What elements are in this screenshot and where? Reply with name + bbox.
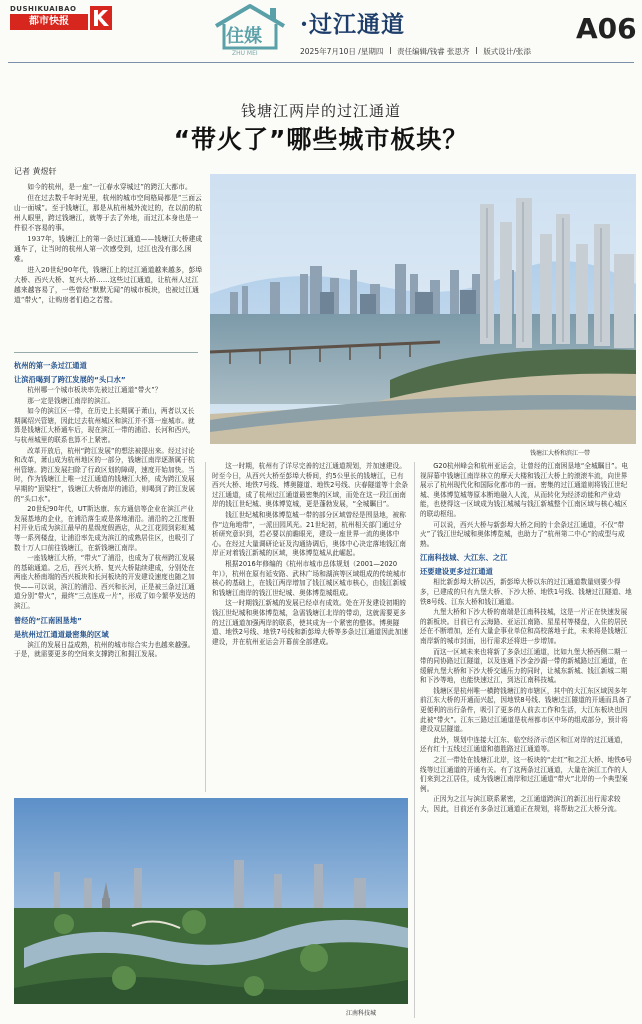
paragraph: 这一时期，杭州有了详尽完善的过江通道规划，并加速建设。时至今日，从西兴大桥至彭埠大桥间，约5公里长的钱塘江，已有西兴大桥、地铁7号线、博奥隧道、地铁2号线、庆春隧道等十余条过江通道，成了杭州过江通道最密集的区域，而处在这一段江面南岸的钱江世纪城、奥体博览城，更是蓬勃发展，“全城瞩目”。 [212,462,408,509]
issue-date: 2025年7月10日 /星期四 [300,47,384,56]
paragraph: 如今的杭州，是一座“一江春水穿城过”的跨江大都市。 [27,183,192,191]
brand-name: 都市快报 [10,14,88,30]
tech-city-photo [14,798,408,1004]
paragraph: 钱塘区是杭州唯一横跨钱塘江的市辖区，其中的大江东区域因多年前江东大桥的开通而兴起，因地铁8号线、钱塘过江隧道的开通而具备了更便利的出行条件，吸引了更多的人前去工作和生活，大江东板块也因此被“带火”。江东三路过江通道是杭州都市区中环的组成部分，预计将建设双层隧道。 [420,686,632,734]
article-headline: “带火了”哪些城市板块？ [173,125,469,154]
paragraph: 可以说，西兴大桥与新彭埠大桥之间的十余条过江通道，不仅“带火”了钱江世纪城和奥体博览城，也助力了“杭州第二中心”的成型与成熟。 [420,520,625,548]
paragraph: G20杭州峰会和杭州亚运会，让曾经的江南困垦地“全城瞩目”。电视屏幕中钱塘江南岸林立的摩天大楼和钱江大桥上的滚滚车流，向世界展示了杭州现代化和国际化都市的一面。密集的过江通道则将钱江世纪城、奥体博览城等原本断地融入人流，从而转化为经济动能和产业动能，也使得这一区域成为钱江城城与钱江新城整个江南区域与核心城区的联动枢纽。 [420,462,629,518]
issue-line [300,46,531,57]
paragraph: 改革开放后，杭州“跨江发展”的想法被提出来。经过讨论和改革，萧山成为杭州地区的一部分，钱塘江南岸逐渐属于杭州管辖。跨江发展扫除了行政区划的障碍，速度开始加快。当时，作为钱塘江上唯一过江通道的钱塘江大桥，成为跨江发展早期的“顶梁柱”，钱塘江大桥南岸的浦沿，则喝到了跨江发展的“头口水”。 [14,446,196,503]
subheading: 还要建设更多过江通道 [420,567,493,577]
paragraph: 而这一区域未来也将新了多条过江通道，比如九堡大桥西侧二期一带的同协路过江隧道，以及连通下沙金沙湖一带的新城路过江通道，在缓解九堡大桥和下沙大桥交通压力的同时，让城东新城、钱江新城二期和下沙等地，也能快速过江，到达江南科技城。 [420,647,628,685]
paragraph: 20世纪90年代，UT斯达康、东方通信等企业在滨江产业发展基地的企业，在浦沿落生或是落地浦沿。浦沿的之江度假村开业后成为滨江最早的星级度假酒店，从之江花园到彩虹城等一系列楼盘，让浦沿率先成为滨江的成熟居住区，也吸引了数十万人口前往钱塘江，在新钱塘江南岸。 [14,505,195,552]
bottom-photo-caption: 江南科技城 [346,1010,377,1017]
subheading: 杭州的第一条过江通道 [14,361,87,370]
paragraph: 滨江的发展日益成熟，杭州的城市综合实力也越来越强。于是，就需要更多的空间来支撑跨江和拥江发展。 [14,640,195,659]
subheading: 曾经的“江南困垦地” [14,615,82,625]
paragraph: 但在过去数千年时光里，杭州的城市空间格局都是“三面云山一面城”。至于钱塘江，那是从杭州城外流过的，在以前的杭州人眼里，跨过钱塘江，就等于去了外地，而过江本身也是一件很不容易的事。 [14,194,203,232]
paragraph: 之江一带处在钱塘江北岸，这一板块的“走红”和之江大桥、地铁6号线等过江通道的开通有关。有了这两条过江通道，大量在滨江工作的人们来到之江居住，成为钱塘江南岸和过江通道“带火”北岸的一个典型案例。 [420,756,632,793]
paragraph: 如今的滨江区一带，在历史上长期属于萧山，两者以又长期属绍兴管辖，因此过去杭州城区和滨江并不算一座城市。就算是钱塘江大桥通车后，现在滨江一带的浦沿、长河和西兴，与杭州城里的联系也算不上紧密。 [14,407,195,444]
header-rule [8,62,634,63]
designer: 版式设计/张添 [483,47,531,56]
paragraph: 这一时期钱江新城的发展已经卓有成效。处在开发建设初期的钱江世纪城和奥体博览城，急需钱塘江北岸的带动，这就需要更多的过江通道加强两岸的联系，使其成为一个紧密的整体。博奥隧道、地铁2号线、地铁7号线和新彭埠大桥等多条过江通道因此加速建设，并在杭州亚运会开幕前全部建成。 [212,599,408,646]
paragraph: 根据2016年修编的《杭州市城市总体规划（2001—2020年）》，杭州在原有延安路、武林广场和湖滨等区域组成的传统城市核心的基础上，在钱江两岸增加了钱江城区城市核心，由钱江新城和钱塘江南岸的钱江世纪城、奥体博览城组成。 [212,559,407,597]
column-2 [212,462,408,812]
river-skyline-photo [210,174,636,444]
paragraph: 正因为之江与滨江联系紧密，之江通道跨滨江的新江出行需求较大，因此，目前还有多条过江通道正在规划，将帮助之江大桥分流。 [420,795,621,813]
paragraph: 杭州哪一个城市板块率先被过江通道“带火”？ [27,386,162,394]
paragraph: 相比新彭埠大桥以西，新彭埠大桥以东的过江通道数量则要少得多，已建成的只有九堡大桥、下沙大桥、地铁1号线、钱塘过江隧道、地铁8号线、江东大桥和钱江通道。 [420,578,632,606]
brand-english: DUSHIKUAIBAO [10,5,77,13]
top-photo-caption: 钱塘江大桥和滨江一带 [530,450,591,457]
subheading: 江南科技城、大江东、之江 [420,553,508,563]
column-divider [205,462,206,792]
subheading: 让滨沿喝到了跨江发展的“头口水” [14,375,126,384]
paragraph: 1937年，钱塘江上的第一条过江通道——钱塘江大桥建成通车了，让当时的杭州人第一次感受到，过江也没有那么困难。 [14,235,203,263]
paragraph: 九堡大桥和下沙大桥的南端是江南科技城，这是一片正在快速发展的新板块。目前已有云海路、亚运江南路、星星村等楼盘，入住的居民还在不断增加，还有大量企事业单位和高校落地于此，未来将是钱塘江南岸新的城市封面，出行需求还将进一步增加。 [420,608,628,645]
paragraph: 进入20世纪90年代，钱塘江上的过江通道越来越多，彭埠大桥、西兴大桥、复兴大桥……这些过江通道，让杭州人过江越来越容易了，一些曾经“默默无闻”的城市板块，也被过江通道“带火”，让购房者们趋之若鹜。 [14,266,203,304]
column-name: ·过江通道 [300,11,406,38]
article-kicker: 钱塘江两岸的过江通道 [240,102,401,120]
byline: 记者 黄煜轩 [14,167,57,176]
paragraph: 此外，规划中连接大江东、临空经济示范区和江对岸的过江通道，还有红十五线过江通道和德胜路过江通道等。 [420,735,628,754]
editor: 责任编辑/钱睿 张思齐 [397,47,470,56]
paragraph: 一座钱塘江大桥，“带火”了浦沿，也成为了杭州跨江发展的基础通道。之后，西兴大桥、复兴大桥陆续建成，分别处在两座大桥南端的西兴板块和长河板块的开发建设速度也随之加快——可以说，滨江的浦沿、西兴和长河，正是被三条过江通道分别“带火”，最终“三点连成一片”，形成了如今繁华发达的滨江。 [14,554,196,611]
article-lead [14,182,204,306]
column-pinyin: ZHU MEI [232,50,258,57]
column-1 [14,352,198,797]
paragraph: 钱江世纪城和奥体博览城一带的部分区域曾经是围垦地，被称作“边角地带”，一派田园风光。21世纪初，杭州相关部门通过分析研究意识到，若必要以前瞻眼光，建设一座世界一流的奥体中心。在经过大量调研论证及沟通协调后，奥体中心决定落地钱江南岸正对着钱江新城的区域，奥体博览城从此崛起。 [212,510,407,558]
column-divider [414,462,415,1018]
column-3 [420,462,632,1022]
page-number: A06 [576,12,637,45]
brand-logo-icon [90,6,112,30]
column-badge: 住媒 [226,26,262,47]
paragraph: 那一定是钱塘江南岸的滨江。 [27,396,115,405]
subheading: 是杭州过江通道最密集的区域 [14,629,109,639]
